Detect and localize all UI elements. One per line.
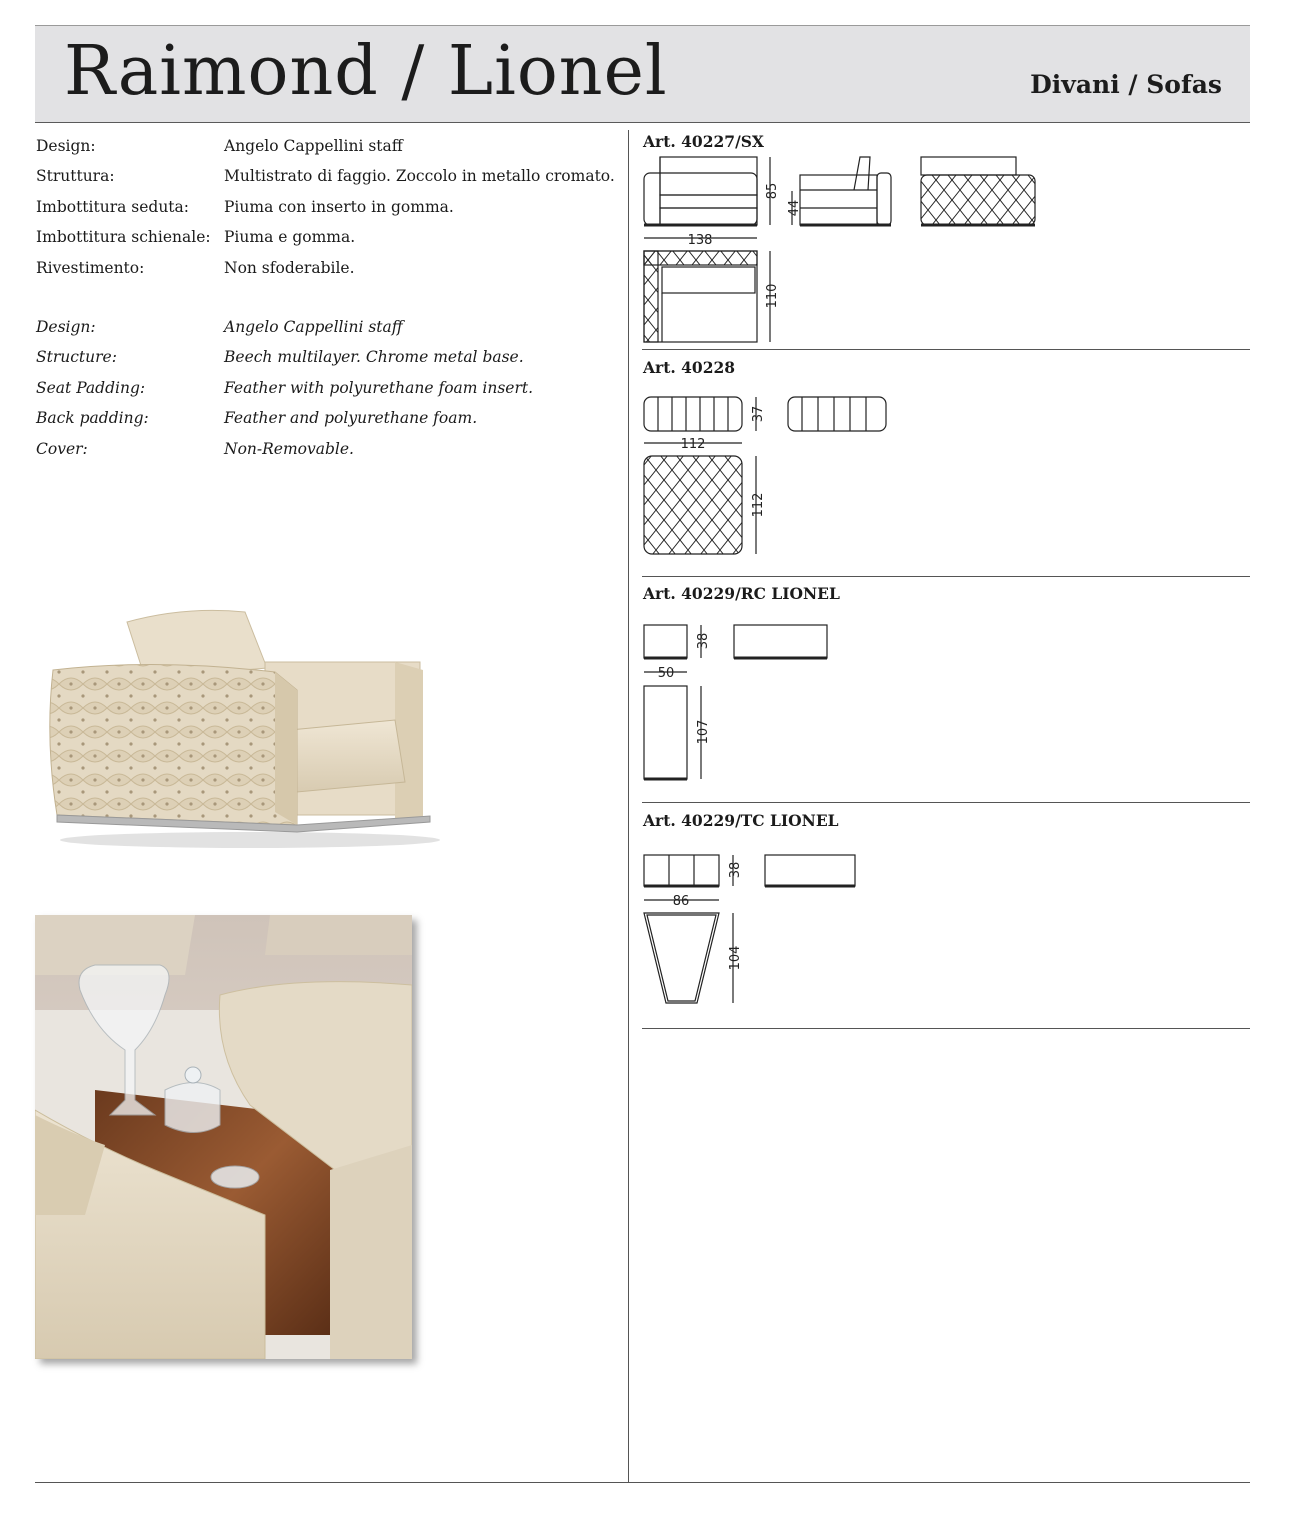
spec-value: Angelo Cappellini staff (224, 318, 403, 336)
spec-value: Feather and polyurethane foam. (224, 409, 478, 428)
spec-label: Back padding: (36, 409, 149, 428)
dim-depth: 112 (751, 492, 766, 518)
dim-depth: 110 (765, 283, 780, 309)
drawing-40229tc-side (765, 855, 855, 886)
dim-height: 85 (765, 182, 780, 200)
drawing-40228-top (644, 456, 742, 554)
drawing-40228-side (788, 397, 886, 431)
spec-value: Piuma e gomma. (224, 228, 356, 247)
drawing-40227-front (644, 157, 757, 225)
dim-height: 37 (751, 405, 766, 423)
page-title: Raimond / Lionel (64, 32, 668, 111)
spec-label: Imbottitura seduta: (36, 197, 190, 216)
spec-value: Non sfoderabile. (224, 258, 355, 277)
dim-height: 38 (696, 632, 711, 650)
article-code: Art. 40228 (643, 358, 736, 377)
spec-value: Non-Removable. (224, 439, 354, 458)
category-label: Divani / Sofas (1030, 70, 1222, 99)
spec-label: Struttura: (36, 167, 115, 186)
dim-width: 138 (687, 233, 713, 248)
footer-rule (35, 1482, 1250, 1483)
drawing-40227-side (800, 157, 891, 225)
spec-label: Structure: (36, 348, 117, 367)
article-code: Art. 40227/SX (643, 132, 764, 151)
dim-depth: 104 (728, 945, 743, 971)
dim-height: 38 (728, 861, 743, 879)
spec-label: Imbottitura schienale: (36, 228, 211, 247)
dim-width: 112 (680, 437, 706, 452)
dim-depth: 107 (696, 719, 711, 745)
spec-value: Beech multilayer. Chrome metal base. (224, 348, 524, 367)
dim-seat-height: 44 (787, 199, 802, 217)
drawing-40229rc-top (644, 686, 687, 779)
spec-label: Design: (36, 137, 96, 155)
article-code: Art. 40229/TC LIONEL (643, 811, 839, 830)
spec-value: Feather with polyurethane foam insert. (224, 378, 534, 397)
drawing-40228-front (644, 397, 742, 431)
spec-label: Seat Padding: (36, 378, 146, 397)
drawing-40227-back (921, 157, 1035, 225)
drawing-40229rc-side (734, 625, 827, 658)
drawing-40227-top (644, 251, 757, 342)
drawing-40229tc-front (644, 855, 719, 886)
article-code: Art. 40229/RC LIONEL (643, 584, 840, 603)
spec-value: Multistrato di faggio. Zoccolo in metallo cromato. (224, 167, 615, 186)
spec-label: Rivestimento: (36, 258, 145, 277)
dim-width: 86 (672, 894, 690, 909)
drawing-40229rc-front (644, 625, 687, 658)
spec-value: Angelo Cappellini staff (224, 137, 403, 155)
drawing-40229tc-top (644, 913, 719, 1003)
spec-value: Piuma con inserto in gomma. (224, 197, 454, 216)
spec-label: Design: (36, 318, 96, 336)
dim-width: 50 (657, 666, 675, 681)
spec-label: Cover: (36, 439, 88, 458)
